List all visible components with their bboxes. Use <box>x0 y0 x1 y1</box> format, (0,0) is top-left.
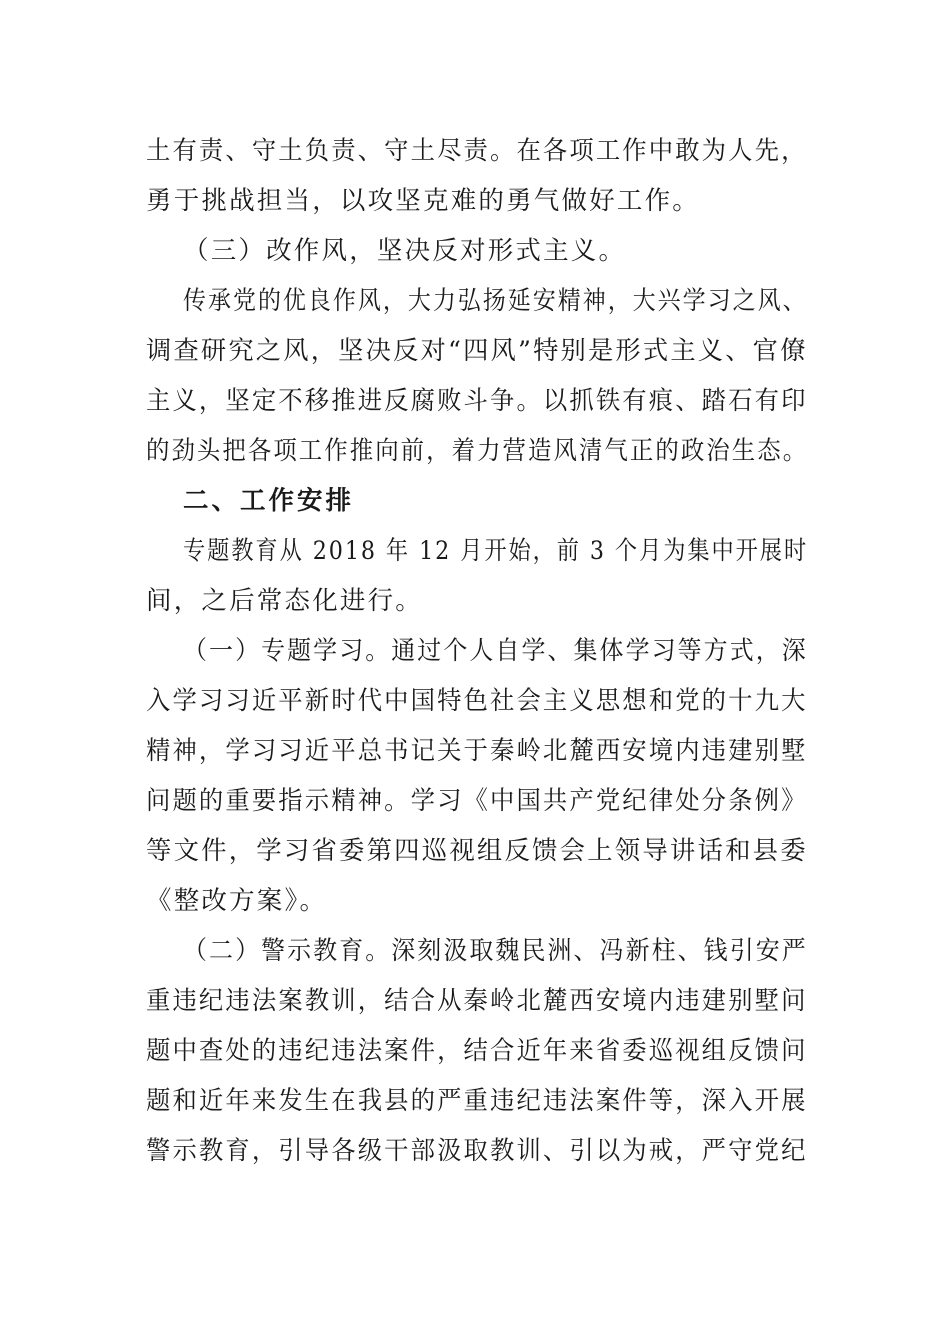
text-line: 土有责、守土负责、守土尽责。在各项工作中敢为人先， <box>146 136 808 166</box>
text-line: 精神，学习习近平总书记关于秦岭北麓西安境内违建别墅 <box>146 736 808 766</box>
text-line: 题和近年来发生在我县的严重违纪违法案件等，深入开展 <box>146 1086 808 1116</box>
text-line: 《整改方案》。 <box>146 886 328 916</box>
text-line: 勇于挑战担当，以攻坚克难的勇气做好工作。 <box>146 186 701 216</box>
paragraph-start-line: （一）专题学习。通过个人自学、集体学习等方式，深 <box>183 636 808 666</box>
text-line: 入学习习近平新时代中国特色社会主义思想和党的十九大 <box>146 686 808 716</box>
text-line: 主义，坚定不移推进反腐败斗争。以抓铁有痕、踏石有印 <box>146 386 808 416</box>
text-line: 问题的重要指示精神。学习《中国共产党纪律处分条例》 <box>146 786 808 816</box>
paragraph-start-line: （二）警示教育。深刻汲取魏民洲、冯新柱、钱引安严 <box>183 936 808 966</box>
text-line: 等文件，学习省委第四巡视组反馈会上领导讲话和县委 <box>146 836 808 866</box>
text-line: 间，之后常态化进行。 <box>146 586 424 616</box>
text-line: 题中查处的违纪违法案件，结合近年来省委巡视组反馈问 <box>146 1036 808 1066</box>
text-line: 警示教育，引导各级干部汲取教训、引以为戒，严守党纪 <box>146 1136 808 1166</box>
paragraph-start-line: 专题教育从 2018 年 12 月开始，前 3 个月为集中开展时 <box>183 536 809 566</box>
paragraph-start-line: 传承党的优良作风，大力弘扬延安精神，大兴学习之风、 <box>183 286 808 316</box>
section-subheading: （三）改作风，坚决反对形式主义。 <box>183 236 627 266</box>
text-line: 调查研究之风，坚决反对“四风”特别是形式主义、官僚 <box>146 336 808 366</box>
text-line: 重违纪违法案教训，结合从秦岭北麓西安境内违建别墅问 <box>146 986 808 1016</box>
section-heading: 二、工作安排 <box>183 486 355 516</box>
text-line: 的劲头把各项工作推向前，着力营造风清气正的政治生态。 <box>146 436 809 466</box>
